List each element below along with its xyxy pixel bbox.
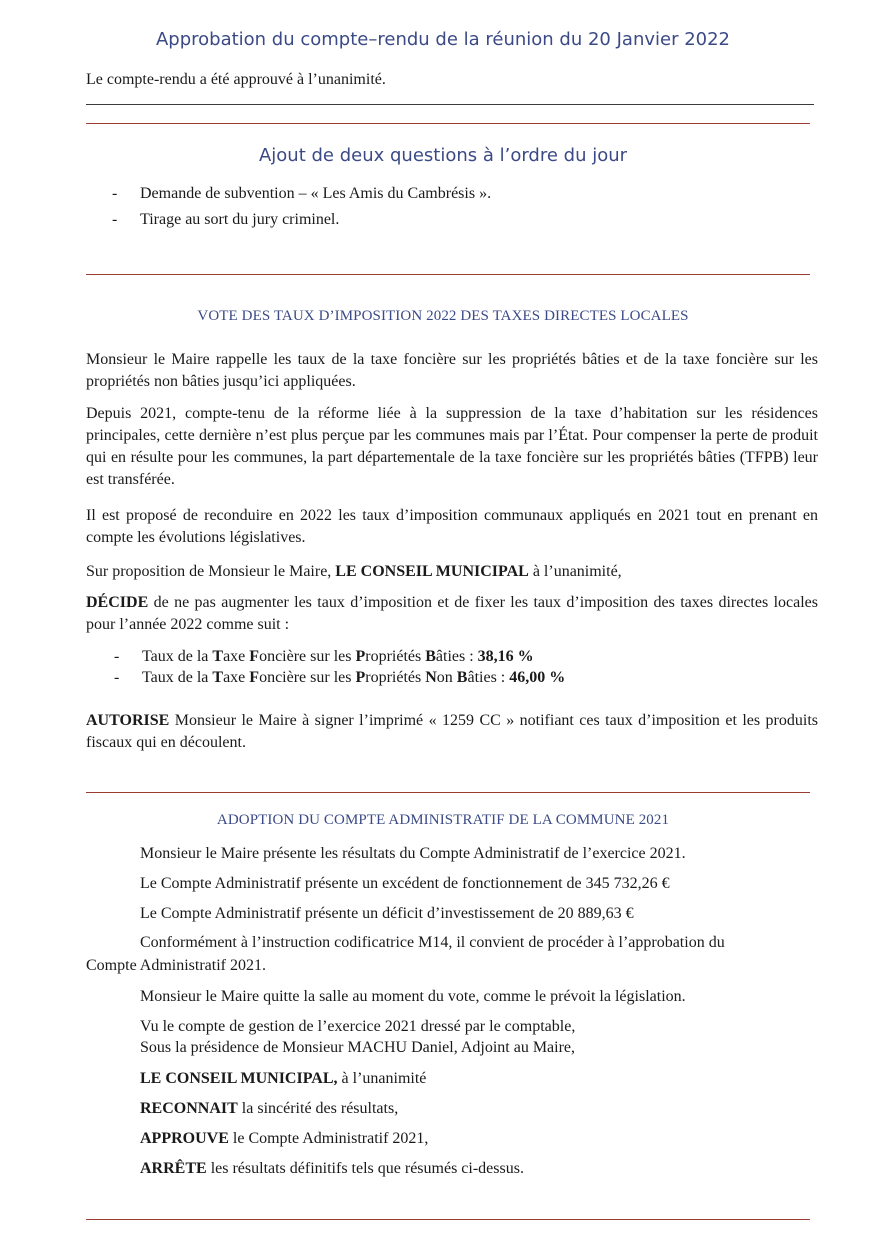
section-title-approbation: Approbation du compte–rendu de la réunion du 20 Janvier 2022 [155, 29, 731, 50]
text-line: Le Compte Administratif présente un déficit d’investissement de 20 889,63 € [140, 905, 634, 922]
divider [86, 104, 814, 105]
bullet-dash: - [114, 669, 120, 686]
list-item-text: Tirage au sort du jury criminel. [140, 211, 340, 228]
bold-text: LE CONSEIL MUNICIPAL [335, 563, 529, 580]
text-line: Monsieur le Maire présente les résultats du Compte Administratif de l’exercice 2021. [140, 845, 686, 862]
text-line: Compte Administratif 2021. [86, 957, 266, 974]
bullet-dash: - [114, 648, 120, 665]
section-title-ajout: Ajout de deux questions à l’ordre du jour [258, 145, 628, 166]
paragraph [86, 592, 818, 636]
bold-text: ARRÊTE [140, 1160, 207, 1177]
paragraph: Il est proposé de reconduire en 2022 les taux d’imposition communaux appliqués en 2021 tout en prenant en compte les évolutions législatives. [86, 507, 818, 546]
paragraph: Depuis 2021, compte-tenu de la réforme liée à la suppression de la taxe d’habitation sur les résidences principales, cette dernière n’est plus perçue par les communes mais par l’État. Pour compenser la perte de produit qui en résulte pour les communes, la part départementale de la taxe foncière sur les propriétés bâties (TFPB) leur est transférée. [86, 405, 818, 488]
text-line: LE CONSEIL MUNICIPAL, à l’unanimité [140, 1070, 427, 1087]
bullet-dash: - [112, 211, 118, 228]
divider [86, 1219, 810, 1220]
divider [86, 123, 810, 124]
text: à l’unanimité, [528, 563, 622, 580]
approbation-text: Le compte-rendu a été approuvé à l’unanimité. [86, 71, 386, 88]
rate-value: 38,16 % [477, 648, 534, 665]
text: de ne pas augmenter les taux d’imposition et de fixer les taux d’imposition des taxes directes locales pour l’année 2022 comme suit : [86, 594, 818, 633]
text-line: APPROUVE le Compte Administratif 2021, [140, 1130, 429, 1147]
bold-text: RECONNAIT [140, 1100, 238, 1117]
section-title-compte-administratif: ADOPTION DU COMPTE ADMINISTRATIF DE LA COMMUNE 2021 [216, 812, 670, 828]
rate-text: Taux de la Taxe Foncière sur les Propriétés Bâties : 38,16 % [142, 648, 534, 665]
bold-text: DÉCIDE [86, 594, 149, 611]
divider [86, 792, 810, 793]
text-line: RECONNAIT la sincérité des résultats, [140, 1100, 399, 1117]
text-line: ARRÊTE les résultats définitifs tels que résumés ci-dessus. [140, 1160, 524, 1177]
bullet-dash: - [112, 185, 118, 202]
text: Monsieur le Maire à signer l’imprimé « 1259 CC » notifiant ces taux d’imposition et les produits fiscaux qui en découlent. [86, 712, 818, 751]
paragraph: Monsieur le Maire rappelle les taux de la taxe foncière sur les propriétés bâties et de la taxe foncière sur les propriétés non bâties jusqu’ici appliquées. [86, 351, 818, 390]
text: Sur proposition de Monsieur le Maire, [86, 563, 336, 580]
text-line: Vu le compte de gestion de l’exercice 2021 dressé par le comptable, [140, 1018, 576, 1035]
text-line: Monsieur le Maire quitte la salle au moment du vote, comme le prévoit la législation. [140, 988, 686, 1005]
section-title-vote-taux: VOTE DES TAUX D’IMPOSITION 2022 DES TAXES DIRECTES LOCALES [197, 308, 689, 324]
rate-value: 46,00 % [509, 669, 566, 686]
paragraph [86, 561, 818, 583]
bold-text: LE CONSEIL MUNICIPAL, [140, 1070, 338, 1087]
bold-text: APPROUVE [140, 1130, 229, 1147]
text-line: Le Compte Administratif présente un excédent de fonctionnement de 345 732,26 € [140, 875, 670, 892]
bold-text: AUTORISE [86, 712, 170, 729]
rate-text: Taux de la Taxe Foncière sur les Propriétés Non Bâties : 46,00 % [142, 669, 566, 686]
list-item-text: Demande de subvention – « Les Amis du Cambrésis ». [140, 185, 492, 202]
text-line: Conformément à l’instruction codificatrice M14, il convient de procéder à l’approbation du [140, 934, 725, 951]
text-line: Sous la présidence de Monsieur MACHU Daniel, Adjoint au Maire, [140, 1039, 576, 1056]
paragraph [86, 710, 818, 754]
divider [86, 274, 810, 275]
